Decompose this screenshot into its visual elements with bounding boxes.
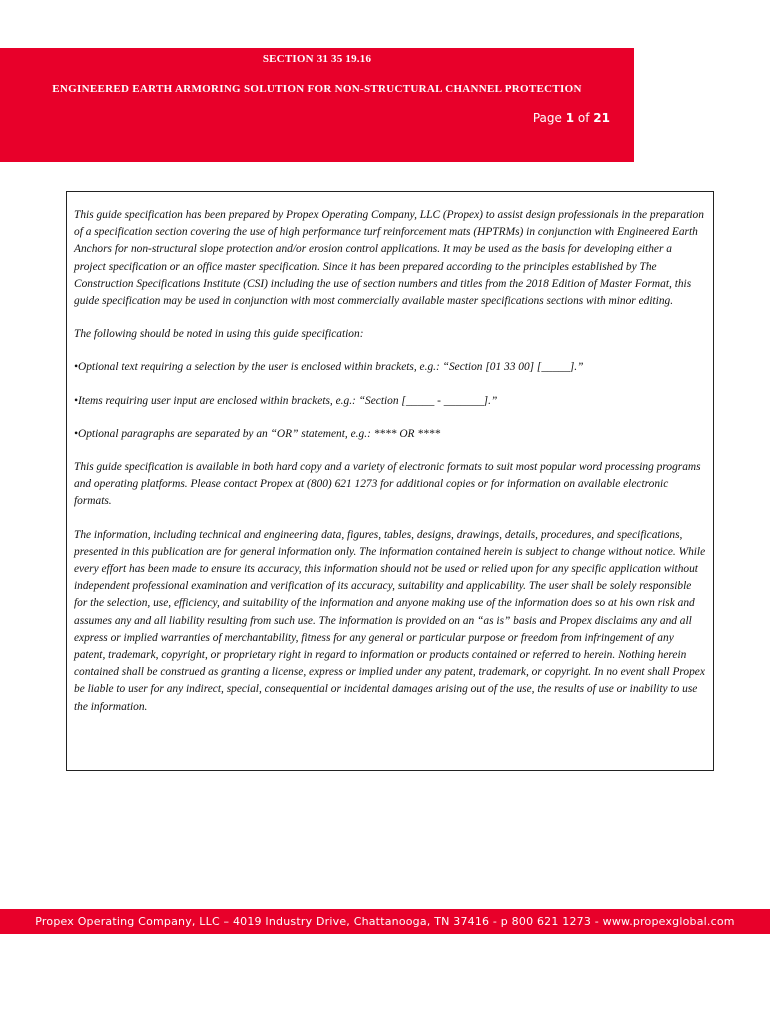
disclaimer-paragraph: The information, including technical and engineering data, figures, tables, designs, drawings, details, procedures, and specifications, presented in this publication are for general information only. The information contained herein is subject to change without notice. While every effort has been made to ensure its accuracy, this information should not be used or relied upon for any specific application without independent professional examination and verification of its accuracy, suitability and applicability. The user shall be solely responsible for the selection, use, efficiency, and suitability of the information and anyone making use of the information does so at his own risk and assumes any and all liability resulting from such use. The information is provided on an “as is” basis and Propex disclaims any and all express or implied warranties of merchantability, fitness for any general or particular purpose or freedom from infringement of any patent, trademark, copyright, or proprietary right in regard to information or products contained or referred to herein. Nothing herein contained shall be construed as granting a license, express or implied under any patent, trademark, or copyright. In no event shall Propex be liable to user for any indirect, special, consequential or incidental damages arising out of the use, the results of use or inability to use the information. xyxy=(74,528,706,713)
page-of: of xyxy=(577,111,590,125)
section-number: SECTION 31 35 19.16 xyxy=(262,53,372,65)
note-optional-paragraphs: •Optional paragraphs are separated by an “OR” statement, e.g.: **** OR **** xyxy=(74,427,441,440)
page-indicator xyxy=(533,111,610,125)
footer-bar xyxy=(0,909,770,934)
page-total: 21 xyxy=(593,111,610,125)
page-word: Page xyxy=(532,111,562,125)
guide-notes-box xyxy=(66,191,714,771)
page-current: 1 xyxy=(565,111,575,125)
note-user-input: •Items requiring user input are enclosed within brackets, e.g.: “Section [_____ - _______].” xyxy=(74,394,498,407)
availability-paragraph: This guide specification is available in both hard copy and a variety of electronic formats to suit most popular word processing programs and operating platforms. Please contact Propex at (800) 621 1273 for additional copies or for information on available electronic formats. xyxy=(74,461,701,508)
header-banner xyxy=(0,48,634,162)
section-title: ENGINEERED EARTH ARMORING SOLUTION FOR NON-STRUCTURAL CHANNEL PROTECTION xyxy=(52,83,582,95)
note-optional-text: •Optional text requiring a selection by the user is enclosed within brackets, e.g.: “Section [01 33 00] [_____].” xyxy=(74,361,584,374)
footer-contact: Propex Operating Company, LLC – 4019 Industry Drive, Chattanooga, TN 37416 - p 800 621 1273 - www.propexglobal.com xyxy=(35,915,735,928)
intro-paragraph: This guide specification has been prepared by Propex Operating Company, LLC (Propex) to assist design professionals in the preparation of a specification section covering the use of high performance turf reinforcement mats (HPTRMs) in conjunction with Engineered Earth Anchors for non-structural slope protection and/or erosion control applications. It may be used as the basis for developing either a project specification or an office master specification. Since it has been prepared according to the principles established by The Construction Specifications Institute (CSI) including the use of section numbers and titles from the 2018 Edition of Master Format, this guide specification may be used in conjunction with most commercially available master specifications sections with minor editing. xyxy=(74,209,704,308)
notes-lead-paragraph: The following should be noted in using this guide specification: xyxy=(74,328,364,341)
